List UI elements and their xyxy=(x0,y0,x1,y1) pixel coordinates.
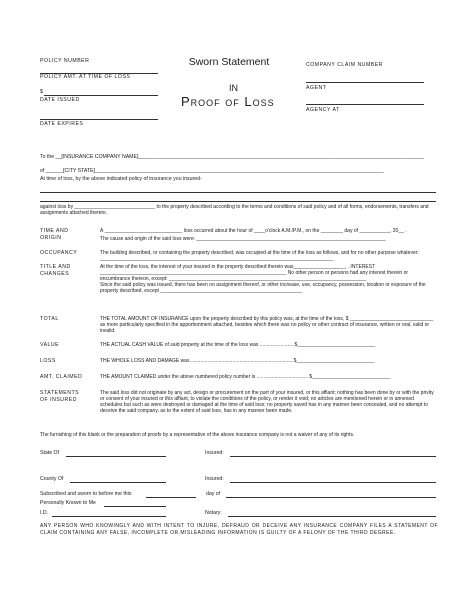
title-changes-text[interactable]: At the time of the loss, the interest of your insured in the property described therein was___________________ . INTEREST ___________________________________________________________________ No other person or persons had any interest therein or encumbrance thereon, except: _______________________________________________________________________ xyxy=(100,264,409,282)
time-origin-text2[interactable]: The cause and origin of the said loss were: ____________________________________________________________________ xyxy=(100,236,386,242)
date-expires-label: DATE EXPIRES xyxy=(40,121,84,127)
amt-claimed-text[interactable]: THE AMOUNT CLAIMED under the above numbered policy number is ..................................... $____________________________ xyxy=(100,374,391,380)
total-label: TOTAL xyxy=(40,316,59,322)
time-origin-text1[interactable]: A ____________________________ loss occurred about the hour of ____o'clock A.M./P.M., on the ________ day of ___________, 20__ . xyxy=(100,228,407,234)
day-of-label: day of xyxy=(206,491,221,497)
occupancy-label: OCCUPANCY xyxy=(40,250,78,256)
county-of-label: County Of xyxy=(40,476,64,482)
day-of-line[interactable] xyxy=(226,497,436,498)
date-issued-label: DATE ISSUED xyxy=(40,97,80,103)
notary-line[interactable] xyxy=(228,516,436,517)
time-origin-label: TIME AND ORIGIN xyxy=(40,228,69,241)
furnishing-text: The furnishing of this blank or the preparation of proofs by a representative of the above insurance company is not a waiver of any of its rights. xyxy=(40,432,355,438)
insured-line-1[interactable] xyxy=(40,192,436,193)
title-sworn-statement: Sworn Statement xyxy=(188,56,270,68)
notary-label: Notary: xyxy=(205,510,222,516)
company-claim-line[interactable] xyxy=(306,82,424,83)
title-changes-label: TITLE AND CHANGES xyxy=(40,264,71,277)
insured-line-sig-1[interactable] xyxy=(230,456,436,457)
statements-label: STATEMENTS OF INSURED xyxy=(40,390,80,403)
id-line[interactable] xyxy=(52,516,166,517)
amt-claimed-label: AMT. CLAIMED xyxy=(40,374,83,380)
insured-line-sig-2[interactable] xyxy=(230,482,436,483)
title-changes-text2[interactable]: Since the said policy was issued, there has been no assignment thereof, or other increase, use, occupancy, possession, location or exposure of the property described, except ___________________________________________________ xyxy=(100,282,426,294)
id-label: I.D. xyxy=(40,510,49,516)
insured-line-2[interactable] xyxy=(40,201,436,202)
agency-at-label: AGENCY AT xyxy=(306,107,340,113)
to-line[interactable]: To the __[INSURANCE COMPANY NAME]___________________________________________________________________________________________________ xyxy=(40,154,425,160)
subscribed-label: Subscribed and sworn to before me this xyxy=(40,491,132,497)
company-claim-label: COMPANY CLAIM NUMBER xyxy=(306,62,383,68)
personally-known-label: Personally Known to Me xyxy=(40,500,96,506)
title-in: IN xyxy=(229,83,238,93)
statements-text: The said loss did not originate by any act, design or procurement on the part of your insured, or this affiant; nothing has been done by or with the privity or consent of your insured or this affiant, to violate the conditions of the policy, or render it void; no articles are mentioned herein or in annexed schedules but such as were destroyed or damaged at the time of said loss; no property saved has in any manner been concealed, and no attempt to deceive the said company, as to the extent of said loss, has in any manner been made. xyxy=(100,390,434,414)
policy-amt-label: POLICY AMT. AT TIME OF LOSS xyxy=(40,74,131,80)
date-issued-line[interactable] xyxy=(40,119,158,120)
insured-label-1: Insured: xyxy=(205,450,224,456)
of-line[interactable]: of ______[CITY STATE]____________________________________________________________________________________________________ xyxy=(40,168,384,174)
policy-number-label: POLICY NUMBER xyxy=(40,58,90,64)
against-loss-text: against loss by _____________________________ to the property described according to the terms and conditions of said policy and of all forms, endorsements, transfers and assignments attached thereto. xyxy=(40,204,429,216)
personally-known-line[interactable] xyxy=(104,506,166,507)
value-text[interactable]: THE ACTUAL CASH VALUE of said property at the time of the loss was ........................ $____________________________ xyxy=(100,342,376,348)
state-of-line[interactable] xyxy=(66,456,166,457)
agent-label: AGENT xyxy=(306,85,327,91)
policy-amt-line[interactable] xyxy=(44,95,158,96)
insured-label-2: Insured: xyxy=(205,476,224,482)
subscribed-line[interactable] xyxy=(146,497,196,498)
loss-text[interactable]: THE WHOLE LOSS AND DAMAGE was ......................................................................... $____________________________ xyxy=(100,358,375,364)
occupancy-text[interactable]: The building described, or containing the property described, was occupied at the time of the loss as follows, and for no other purpose whatever: ____________________________________________________________________________________ xyxy=(100,250,419,262)
fraud-warning: ANY PERSON WHO KNOWINGLY AND WITH INTENT TO INJURE, DEFRAUD OR DECEIVE ANY INSURANCE COMPANY FILES A STATEMENT OF CLAIM CONTAINING ANY FALSE, INCOMPLETE OR MISLEADING INFORMATION IS GUILTY OF A FELONY OF THE THIRD DEGREE. xyxy=(40,523,438,536)
policy-amt-dollar: $ xyxy=(40,89,43,95)
value-label: VALUE xyxy=(40,342,60,348)
agent-line[interactable] xyxy=(306,104,424,105)
state-of-label: State Of xyxy=(40,450,60,456)
county-of-line[interactable] xyxy=(70,482,166,483)
title-proof-of-loss: Proof of Loss xyxy=(181,94,275,109)
loss-label: LOSS xyxy=(40,358,56,364)
intro-text: At time of loss, by the above indicated policy of insurance you insured- xyxy=(40,176,202,182)
total-text[interactable]: THE TOTAL AMOUNT OF INSURANCE upon the property described by this policy was, at the time of the loss, $ ______________________________ as more particularly specified in the apportionment attached, besides which there was no policy or other contract of insurance, written or oral, valid or invalid. xyxy=(100,316,434,334)
